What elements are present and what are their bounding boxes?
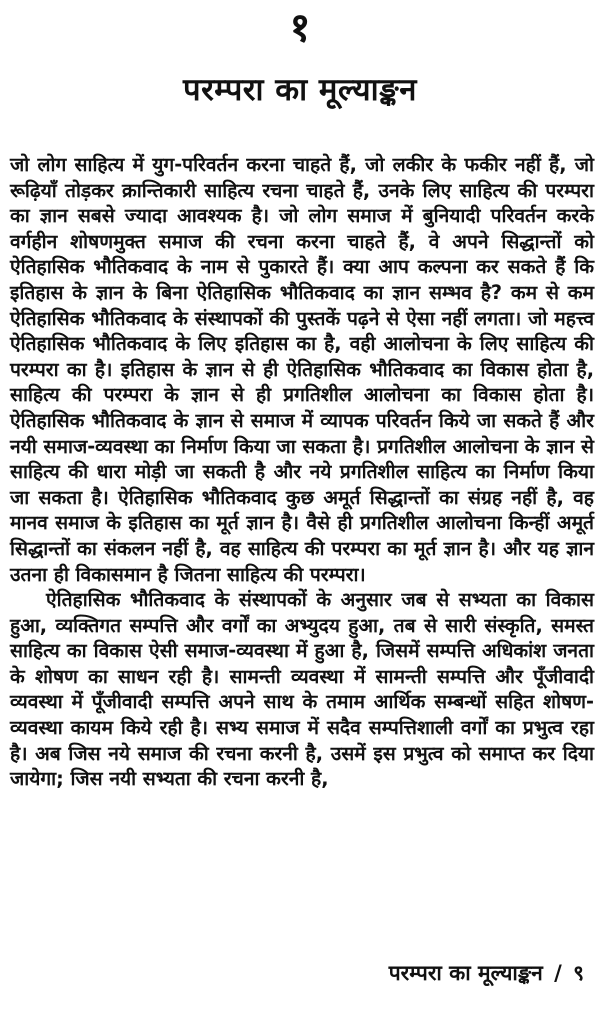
paragraph-1: जो लोग साहित्य में युग-परिवर्तन करना चाहते हैं, जो लकीर के फकीर नहीं हैं, जो रूढ़ियाँ तोड़कर क्रान्तिकारी साहित्य रचना चाहते हैं, उनके लिए साहित्य की परम्परा का ज्ञान सबसे ज्यादा आवश्यक है। जो लोग समाज में बुनियादी परिवर्तन करके वर्गहीन शोषणमुक्त समाज की रचना करना चाहते हैं, वे अपने सिद्धान्तों को ऐतिहासिक भौतिकवाद के नाम से पुकारते हैं। क्या आप कल्पना कर सकते हैं कि इतिहास के ज्ञान के बिना ऐतिहासिक भौतिकवाद का ज्ञान सम्भव है? कम से कम ऐतिहासिक भौतिकवाद के संस्थापकों की पुस्तकें पढ़ने से ऐसा नहीं लगता। जो महत्त्व ऐतिहासिक भौतिकवाद के लिए इतिहास का है, वही आलोचना के लिए साहित्य की परम्परा का है। इतिहास के ज्ञान से ही ऐतिहासिक भौतिकवाद का विकास होता है, साहित्य की परम्परा के ज्ञान से ही प्रगतिशील आलोचना का विकास होता है। ऐतिहासिक भौतिकवाद के ज्ञान से समाज में व्यापक परिवर्तन किये जा सकते हैं और नयी समाज-व्यवस्था का निर्माण किया जा सकता है। प्रगतिशील आलोचना के ज्ञान से साहित्य की धारा मोड़ी जा सकती है और नये प्रगतिशील साहित्य का निर्माण किया जा सकता है। ऐतिहासिक भौतिकवाद कुछ अमूर्त सिद्धान्तों का संग्रह नहीं है, वह मानव समाज के इतिहास का मूर्त ज्ञान है। वैसे ही प्रगतिशील आलोचना किन्हीं अमूर्त सिद्धान्तों का संकलन नहीं है, वह साहित्य की परम्परा का मूर्त ज्ञान है। और यह ज्ञान उतना ही विकासमान है जितना साहित्य की परम्परा। xyxy=(10,153,595,586)
footer-separator: / xyxy=(554,961,562,985)
paragraph-2: ऐतिहासिक भौतिकवाद के संस्थापकों के अनुसार जब से सभ्यता का विकास हुआ, व्यक्तिगत सम्पत्ति और वर्गों का अभ्युदय हुआ, तब से सारी संस्कृति, समस्त साहित्य का विकास ऐसी समाज-व्यवस्था में हुआ है, जिसमें सम्पत्ति अधिकांश जनता के शोषण का साधन रही है। सामन्ती व्यवस्था में सामन्ती सम्पत्ति और पूँजीवादी व्यवस्था में पूँजीवादी सम्पत्ति अपने साथ के तमाम आर्थिक सम्बन्धों सहित शोषण-व्यवस्था कायम किये रही है। सभ्य समाज में सदैव सम्पत्तिशाली वर्गों का प्रभुत्व रहा है। अब जिस नये समाज की रचना करनी है, उसमें इस प्रभुत्व को समाप्त कर दिया जायेगा; जिस नयी सभ्यता की रचना करनी है, xyxy=(10,588,594,791)
body-text xyxy=(10,152,594,792)
footer-running-title: परम्परा का मूल्याङ्कन xyxy=(388,961,543,985)
running-footer xyxy=(389,958,584,988)
chapter-number: १ xyxy=(289,5,311,51)
chapter-title: परम्परा का मूल्याङ्कन xyxy=(183,72,417,108)
footer-page-number: ९ xyxy=(573,961,584,985)
